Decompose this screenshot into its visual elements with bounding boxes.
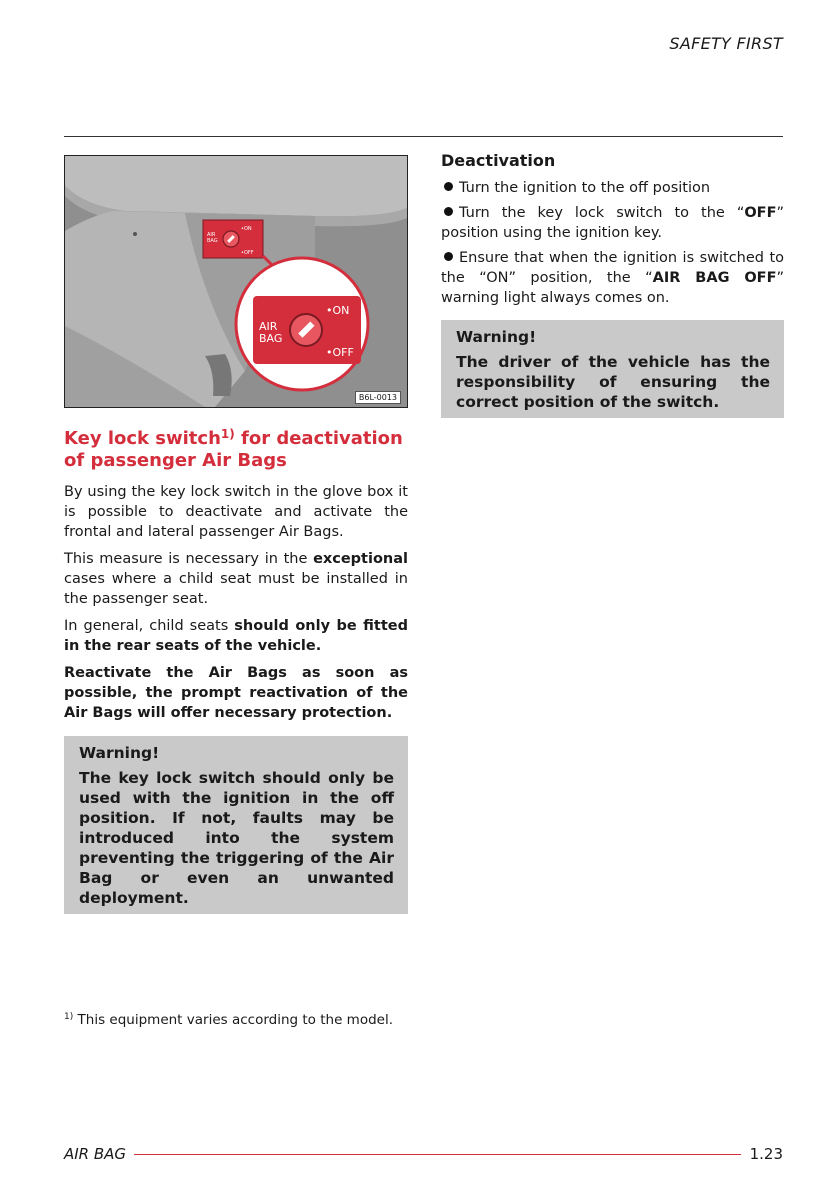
footer-divider [134,1154,741,1155]
deactivation-heading: Deactivation [441,151,556,170]
footnote-mark: 1) [64,1012,74,1022]
off-label: •OFF [326,346,354,359]
bullet-switch-off: Turn the key lock switch to the “OFF” position using the ignition key. [441,205,784,241]
warning-text: The key lock switch should only be used with the ignition in the off position. If not, faults may be introduced into the system preventing the triggering of the Air Bag or even an unwanted deployment. [79,769,394,907]
air-label: AIR [259,320,278,333]
warning-title: Warning! [79,744,160,762]
footnote-ref: 1) [220,427,235,441]
paragraph-reactivate: Reactivate the Air Bags as soon as possible, the prompt reactivation of the Air Bags will offer necessary protection. [64,665,408,721]
svg-text:AIR: AIR [207,232,216,238]
svg-text:BAG: BAG [207,238,218,244]
bullet-dot-icon [444,182,453,191]
footnote: $^{1)}$ This equipment varies according to the model. [64,1012,394,1028]
paragraph-exceptional: This measure is necessary in the exceptional cases where a child seat must be installed in the passenger seat. [64,551,408,607]
warning-box-left [64,736,408,914]
warning-title: Warning! [456,328,537,346]
bullet-dot-icon [444,207,453,216]
footer-section: AIR BAG [64,1145,127,1163]
header-divider [64,136,783,137]
page-number: 1.23 [749,1145,783,1163]
warning-box-right [441,320,784,418]
figure-code: B6L-0013 [355,391,401,404]
right-column [441,150,784,418]
left-column [64,428,408,914]
paragraph-intro: By using the key lock switch in the glove box it is possible to deactivate and activate the frontal and lateral passenger Air Bags. [64,484,408,540]
svg-text:•ON: •ON [241,226,252,232]
running-header: SAFETY FIRST [669,34,783,53]
glovebox-illustration [65,156,407,407]
bullet-dot-icon [444,252,453,261]
paragraph-child-seats: In general, child seats should only be fitted in the rear seats of the vehicle. [64,618,408,654]
bag-label: BAG [259,332,283,345]
on-label: •ON [326,304,350,317]
bullet-warning-light: Ensure that when the ignition is switched to the “ON” position, the “AIR BAG OFF” warning light always comes on. [441,250,784,306]
svg-text:•OFF: •OFF [241,250,254,256]
glovebox-figure [64,155,408,408]
section-title: Key lock switch$^{1)}$ for deactivation of passenger Air Bags [64,427,403,471]
warning-text: The driver of the vehicle has the responsibility of ensuring the correct position of the switch. [456,353,770,411]
bullet-ignition-off: Turn the ignition to the off position [441,178,784,198]
